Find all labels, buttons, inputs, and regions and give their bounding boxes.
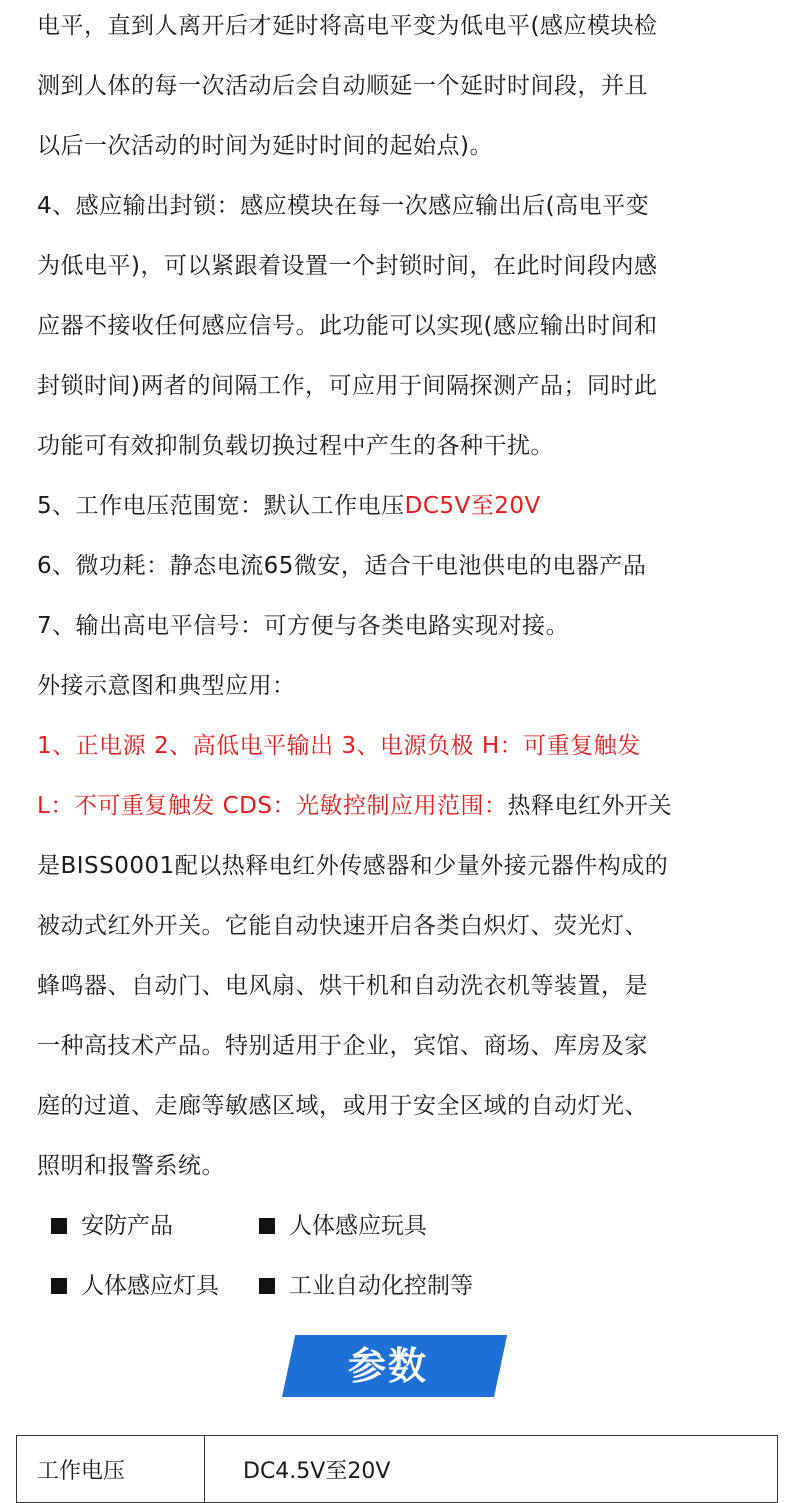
application-item — [51, 1256, 219, 1316]
text-line — [37, 296, 777, 356]
table-row — [17, 1436, 778, 1503]
text-run: 封锁时间)两者的间隔工作，可应用于间隔探测产品；同时此 — [37, 373, 658, 399]
text-run: 以后一次活动的时间为延时时间的起始点)。 — [37, 133, 493, 159]
application-list — [37, 1196, 777, 1316]
article-body — [37, 0, 777, 1316]
text-run: 5、工作电压范围宽：默认工作电压 — [37, 493, 405, 519]
text-run: 4、感应输出封锁：感应模块在每一次感应输出后(高电平变 — [37, 193, 650, 219]
text-run: 照明和报警系统。 — [37, 1153, 225, 1179]
application-label: 人体感应玩具 — [289, 1213, 427, 1239]
text-run: 蜂鸣器、自动门、电风扇、烘干机和自动洗衣机等装置，是 — [37, 973, 648, 999]
parameter-table — [16, 1435, 778, 1503]
text-line — [37, 356, 777, 416]
text-line — [37, 656, 777, 716]
text-line — [37, 416, 777, 476]
text-line — [37, 0, 777, 56]
application-label: 人体感应灯具 — [81, 1273, 219, 1299]
text-run: 被动式红外开关。它能自动快速开启各类白炽灯、荧光灯、 — [37, 913, 648, 939]
application-item — [51, 1196, 173, 1256]
text-run: 1、正电源 2、高低电平输出 3、电源负极 H：可重复触发 — [37, 733, 641, 759]
square-bullet-icon — [259, 1218, 275, 1234]
text-line — [37, 1016, 777, 1076]
text-line — [37, 716, 777, 776]
application-item — [259, 1256, 473, 1316]
square-bullet-icon — [259, 1278, 275, 1294]
text-line — [37, 116, 777, 176]
text-line — [37, 776, 777, 836]
text-line — [37, 1136, 777, 1196]
application-label: 工业自动化控制等 — [289, 1273, 473, 1299]
text-run: 6、微功耗：静态电流65微安，适合干电池供电的电器产品 — [37, 553, 647, 579]
text-line — [37, 1076, 777, 1136]
text-run: 热释电红外开关 — [507, 793, 672, 819]
square-bullet-icon — [51, 1218, 67, 1234]
text-run: 一种高技术产品。特别适用于企业，宾馆、商场、库房及家 — [37, 1033, 648, 1059]
text-line — [37, 536, 777, 596]
application-label: 安防产品 — [81, 1213, 173, 1239]
text-line — [37, 476, 777, 536]
text-run: L：不可重复触发 CDS：光敏控制应用范围： — [37, 793, 508, 819]
text-line — [37, 956, 777, 1016]
text-run: 是BISS0001配以热释电红外传感器和少量外接元器件构成的 — [37, 853, 669, 879]
application-item — [259, 1196, 427, 1256]
parameter-label: 工作电压 — [17, 1436, 205, 1503]
text-run: 电平，直到人离开后才延时将高电平变为低电平(感应模块检 — [37, 13, 658, 39]
text-run: 功能可有效抑制负载切换过程中产生的各种干扰。 — [37, 433, 554, 459]
paragraph-block — [37, 0, 777, 1196]
square-bullet-icon — [51, 1278, 67, 1294]
text-run: 测到人体的每一次活动后会自动顺延一个延时时间段，并且 — [37, 73, 648, 99]
text-run: 7、输出高电平信号：可方便与各类电路实现对接。 — [37, 613, 570, 639]
text-run: DC5V至20V — [404, 493, 541, 519]
text-run: 应器不接收任何感应信号。此功能可以实现(感应输出时间和 — [37, 313, 658, 339]
text-line — [37, 596, 777, 656]
text-run: 庭的过道、走廊等敏感区域，或用于安全区域的自动灯光、 — [37, 1093, 648, 1119]
text-line — [37, 56, 777, 116]
text-run: 为低电平)，可以紧跟着设置一个封锁时间，在此时间段内感 — [37, 253, 658, 279]
section-header — [0, 1335, 790, 1397]
text-line — [37, 896, 777, 956]
text-run: 外接示意图和典型应用： — [37, 673, 296, 699]
text-line — [37, 236, 777, 296]
section-title: 参数 — [347, 1344, 428, 1388]
text-line — [37, 836, 777, 896]
application-row — [37, 1196, 777, 1256]
text-line — [37, 176, 777, 236]
parameter-value: DC4.5V至20V — [205, 1436, 778, 1503]
application-row — [37, 1256, 777, 1316]
